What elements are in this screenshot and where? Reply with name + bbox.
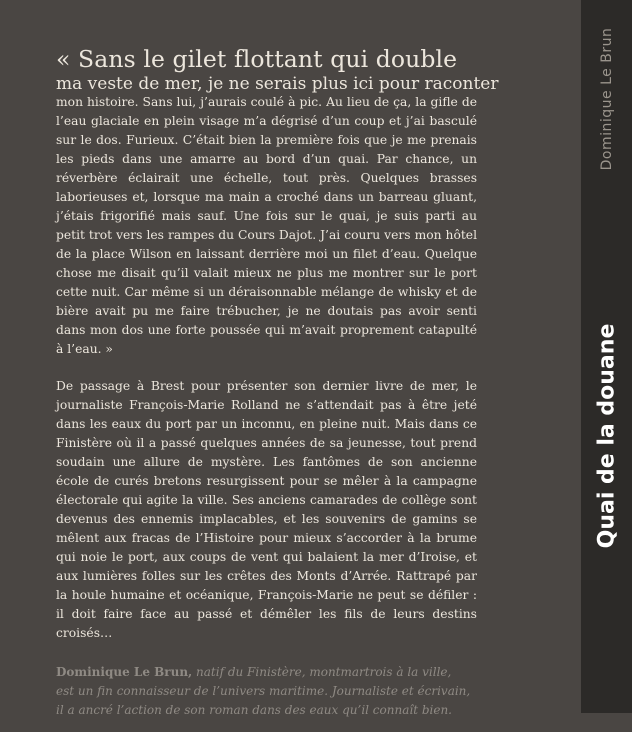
author-bio-name: Dominique Le Brun, — [56, 665, 193, 679]
author-bio-line-3: il a ancré l’action de son roman dans des eaux qu’il connaît bien. — [56, 703, 452, 717]
back-cover-text — [56, 44, 499, 732]
author-bio-line-2: est un fin connaisseur de l’univers maritime. Journaliste et écrivain, — [56, 684, 471, 698]
spine-author-text: Dominique Le Brun — [599, 27, 615, 171]
spine-title — [592, 320, 622, 552]
author-bio-line-1: natif du Finistère, montmartrois à la ville, — [192, 665, 452, 679]
author-bio — [56, 663, 477, 720]
description-paragraph: De passage à Brest pour présenter son dernier livre de mer, le journaliste François-Marie Rolland ne s’attendait pas à être jeté dans les eaux du port par un inconnu, en pleine nuit. Mais dans ce Finistère où il a passé quelques années de sa jeunesse, tout prend soudain une allure de mystère. Les fantômes de son ancienne école de curés bretons resurgissent pour se mêler à la campagne électorale qui agite la ville. Ses anciens camarades de collège sont devenus des ennemis implacables, et les souvenirs de gamins se mêlent aux fracas de l’Histoire pour mieux s’accorder à la brume qui noie le port, aux coups de vent qui balaient la mer d’Iroise, et aux lumières folles sur les crêtes des Monts d’Arrée. Rattrapé par la houle humaine et océanique, François-Marie ne peut se défiler : il doit faire face au passé et démêler les fils de leurs destins croisés… — [56, 379, 477, 640]
spine-author — [596, 22, 618, 176]
spine-title-text: Quai de la douane — [594, 323, 620, 549]
quote-second-line: ma veste de mer, je ne serais plus ici pour raconter — [56, 74, 499, 94]
quote-lead-line: « Sans le gilet flottant qui double — [56, 45, 458, 73]
quote-paragraph: mon histoire. Sans lui, j’aurais coulé à pic. Au lieu de ça, la gifle de l’eau glaciale en plein visage m’a dégrisé d’un coup et j’ai basculé sur le dos. Furieux. C’était bien la première fois que je me prenais les pieds dans une amarre au bord d’un quai. Par chance, un réverbère éclairait une échelle, tout près. Quelques brasses laborieuses et, lorsque ma main a croché dans un barreau gluant, j’étais frigorifié mais sauf. Une fois sur le quai, je suis parti au petit trot vers les rampes du Cours Dajot. J’ai couru vers mon hôtel de la place Wilson en laissant derrière moi un filet d’eau. Quelque chose me disait qu’il valait mieux ne plus me montrer sur le port cette nuit. Car même si un déraisonnable mélange de whisky et de bière avait pu me faire trébucher, je ne doutais pas avoir senti dans mon dos une forte poussée qui m’avait proprement catapulté à l’eau. » — [56, 95, 477, 356]
